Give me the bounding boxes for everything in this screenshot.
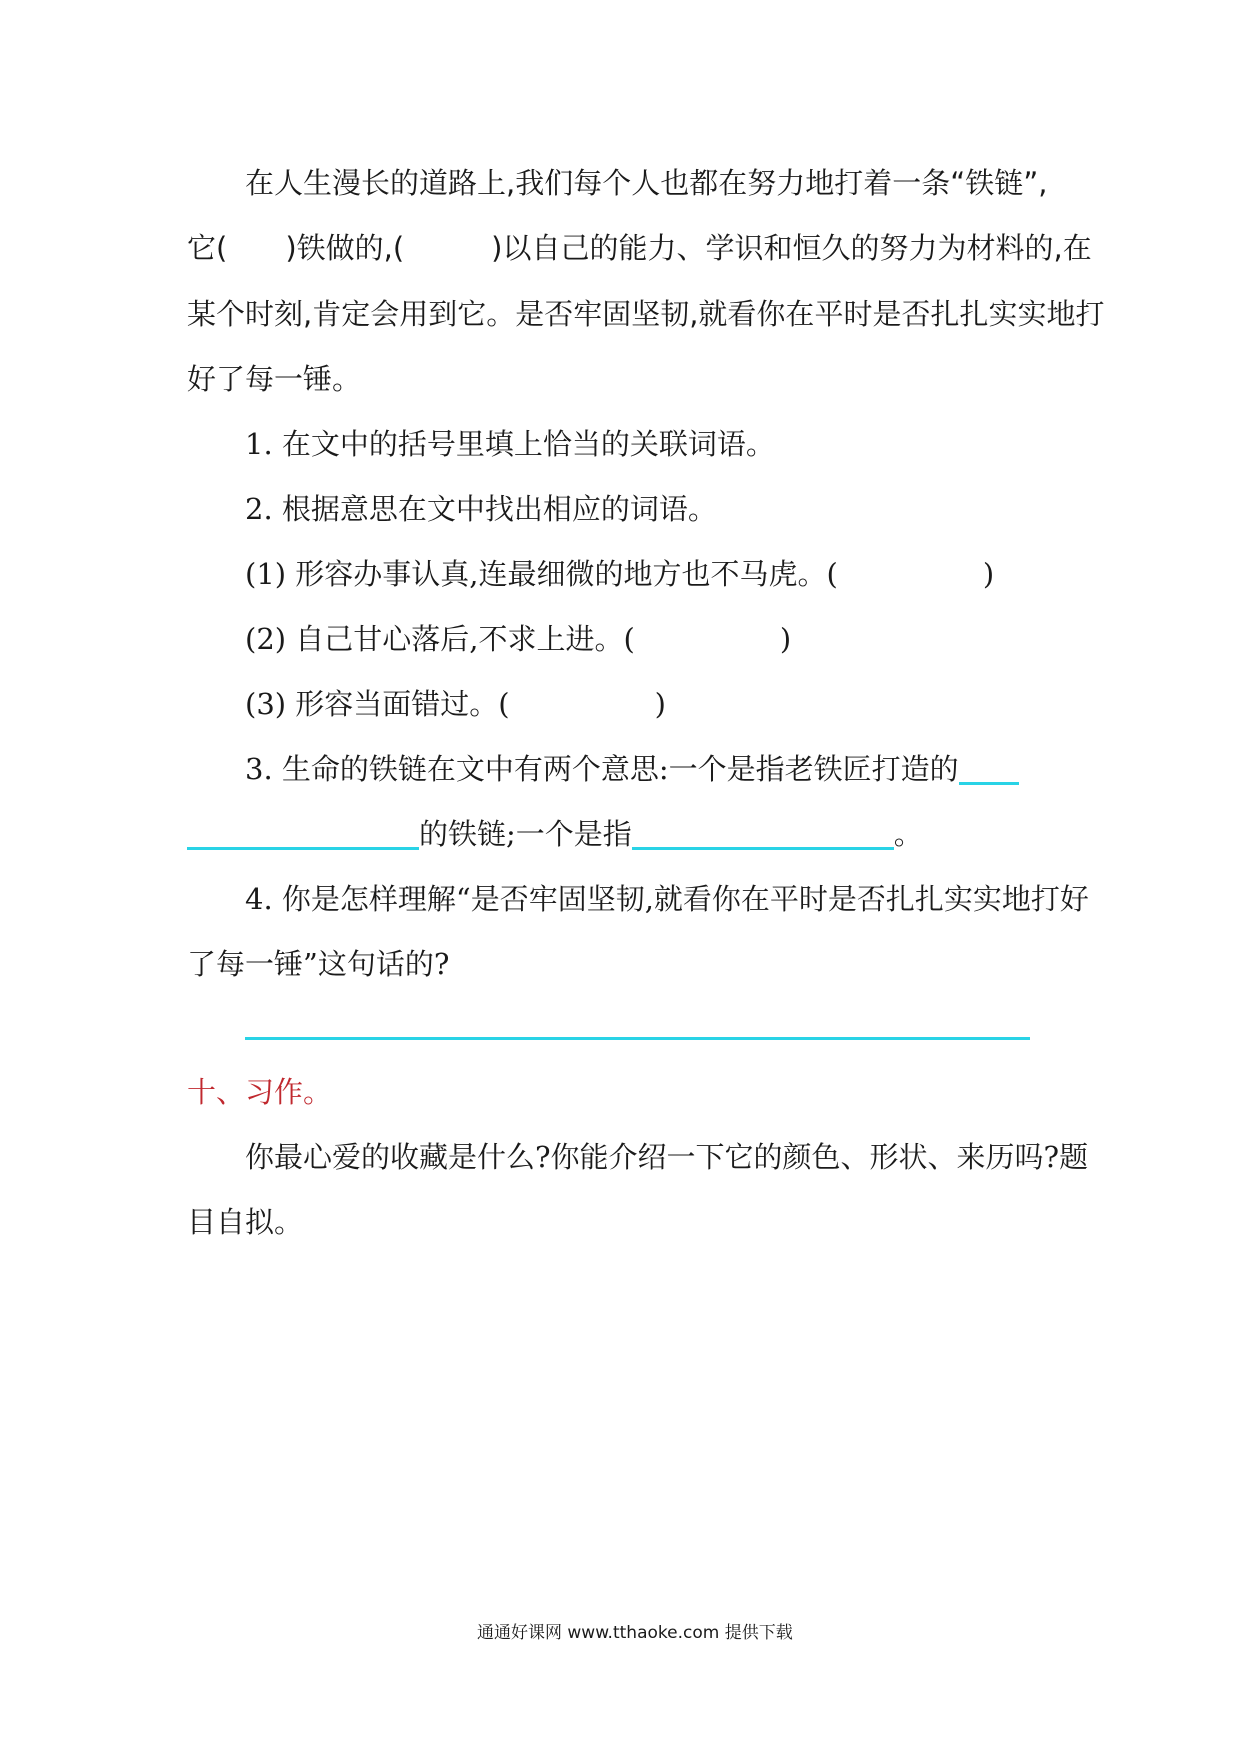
question-3-text-c: 。: [893, 817, 923, 851]
answer-blank-3b[interactable]: [187, 817, 419, 850]
passage-line-1: 在人生漫长的道路上,我们每个人也都在努力地打着一条“铁链”,: [245, 166, 1048, 200]
answer-line-4[interactable]: [245, 1037, 1030, 1040]
question-3-text-a: 3. 生命的铁链在文中有两个意思:一个是指老铁匠打造的: [245, 752, 959, 786]
section-10-heading: 十、习作。: [187, 1075, 333, 1109]
answer-blank-3a[interactable]: [959, 752, 1019, 785]
question-1: 1. 在文中的括号里填上恰当的关联词语。: [245, 427, 775, 461]
section-10-prompt-line-2: 目自拟。: [187, 1205, 304, 1239]
passage-line-3: 某个时刻,肯定会用到它。是否牢固坚韧,就看你在平时是否扎扎实实地打: [187, 297, 1105, 331]
footer-credit: 通通好课网 www.tthaoke.com 提供下载: [477, 1623, 793, 1643]
question-4-line-2: 了每一锤”这句话的?: [187, 947, 450, 981]
passage-line-2: 它( )铁做的,( )以自己的能力、学识和恒久的努力为材料的,在: [187, 231, 1092, 265]
question-4-line-1: 4. 你是怎样理解“是否牢固坚韧,就看你在平时是否扎扎实实地打好: [245, 882, 1089, 916]
question-3-line-2: [187, 814, 923, 854]
question-2-item-2: (2) 自己甘心落后,不求上进。( ): [245, 622, 792, 656]
question-3-line-1: [245, 749, 1019, 789]
answer-blank-3c[interactable]: [632, 817, 894, 850]
question-2-item-1: (1) 形容办事认真,连最细微的地方也不马虎。( ): [245, 557, 995, 591]
question-3-text-b: 的铁链;一个是指: [419, 817, 632, 851]
passage-line-4: 好了每一锤。: [187, 362, 362, 396]
section-10-prompt-line-1: 你最心爱的收藏是什么?你能介绍一下它的颜色、形状、来历吗?题: [245, 1140, 1089, 1174]
question-2-item-3: (3) 形容当面错过。( ): [245, 687, 666, 721]
question-2: 2. 根据意思在文中找出相应的词语。: [245, 492, 717, 526]
